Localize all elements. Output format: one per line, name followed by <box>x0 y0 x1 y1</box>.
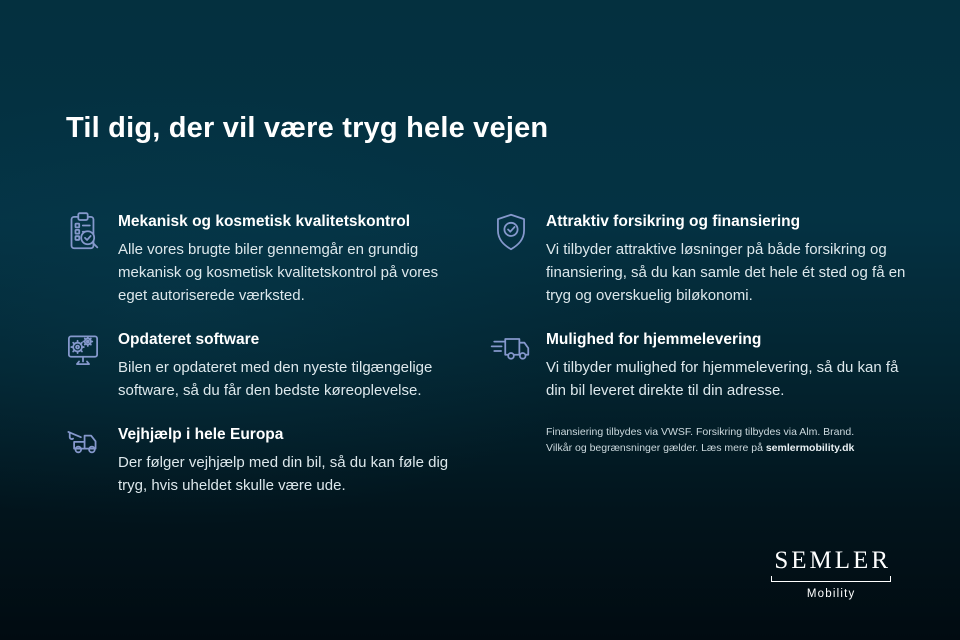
logo-subtitle-text: Mobility <box>806 588 856 600</box>
feature-insurance-financing <box>488 209 916 307</box>
feature-body: Alle vores brugte biler gennemgår en grundig mekanisk og kosmetisk kvalitetskontrol på vores eget autoriserede værksted. <box>118 241 439 304</box>
logo-brand-text: SEMLER <box>774 547 891 574</box>
monitor-gears-icon <box>60 327 106 373</box>
logo-underline <box>771 576 891 582</box>
disclaimer <box>488 422 916 497</box>
feature-title: Mekanisk og kosmetisk kvalitetskontrol <box>118 213 411 230</box>
shield-check-icon <box>488 209 534 255</box>
feature-quality-control <box>60 209 488 307</box>
semlermobility-link[interactable]: semlermobility.dk <box>765 441 855 454</box>
feature-title: Vejhjælp i hele Europa <box>118 426 284 443</box>
feature-home-delivery <box>488 327 916 402</box>
feature-title: Mulighed for hjemmelevering <box>546 331 762 348</box>
feature-grid <box>60 209 916 497</box>
feature-title: Opdateret software <box>118 331 260 348</box>
disclaimer-line2-text: Vilkår og begrænsninger gælder. Læs mere på <box>546 441 766 454</box>
disclaimer-line1: Finansiering tilbydes via VWSF. Forsikring tilbydes via Alm. Brand. <box>546 426 855 438</box>
page-title: Til dig, der vil være tryg hele vejen <box>66 112 549 144</box>
tow-truck-icon <box>60 422 106 468</box>
delivery-truck-icon <box>488 327 534 373</box>
disclaimer-line2 <box>546 441 916 457</box>
feature-body: Vi tilbyder attraktive løsninger på både forsikring og finansiering, så du kan samle det hele ét sted og få en tryg og overskuelig biløkonomi. <box>546 241 906 304</box>
clipboard-magnifier-icon <box>60 209 106 255</box>
feature-updated-software <box>60 327 488 402</box>
feature-body: Der følger vejhjælp med din bil, så du kan føle dig tryg, hvis uheldet skulle være ude. <box>118 454 449 494</box>
semler-mobility-logo <box>771 548 891 600</box>
feature-roadside-assistance <box>60 422 488 497</box>
feature-body: Vi tilbyder mulighed for hjemmelevering, så du kan få din bil leveret direkte til din adresse. <box>546 359 899 399</box>
feature-title: Attraktiv forsikring og finansiering <box>546 213 801 230</box>
feature-body: Bilen er opdateret med den nyeste tilgængelige software, så du får den bedste køreoplevelse. <box>118 359 433 399</box>
